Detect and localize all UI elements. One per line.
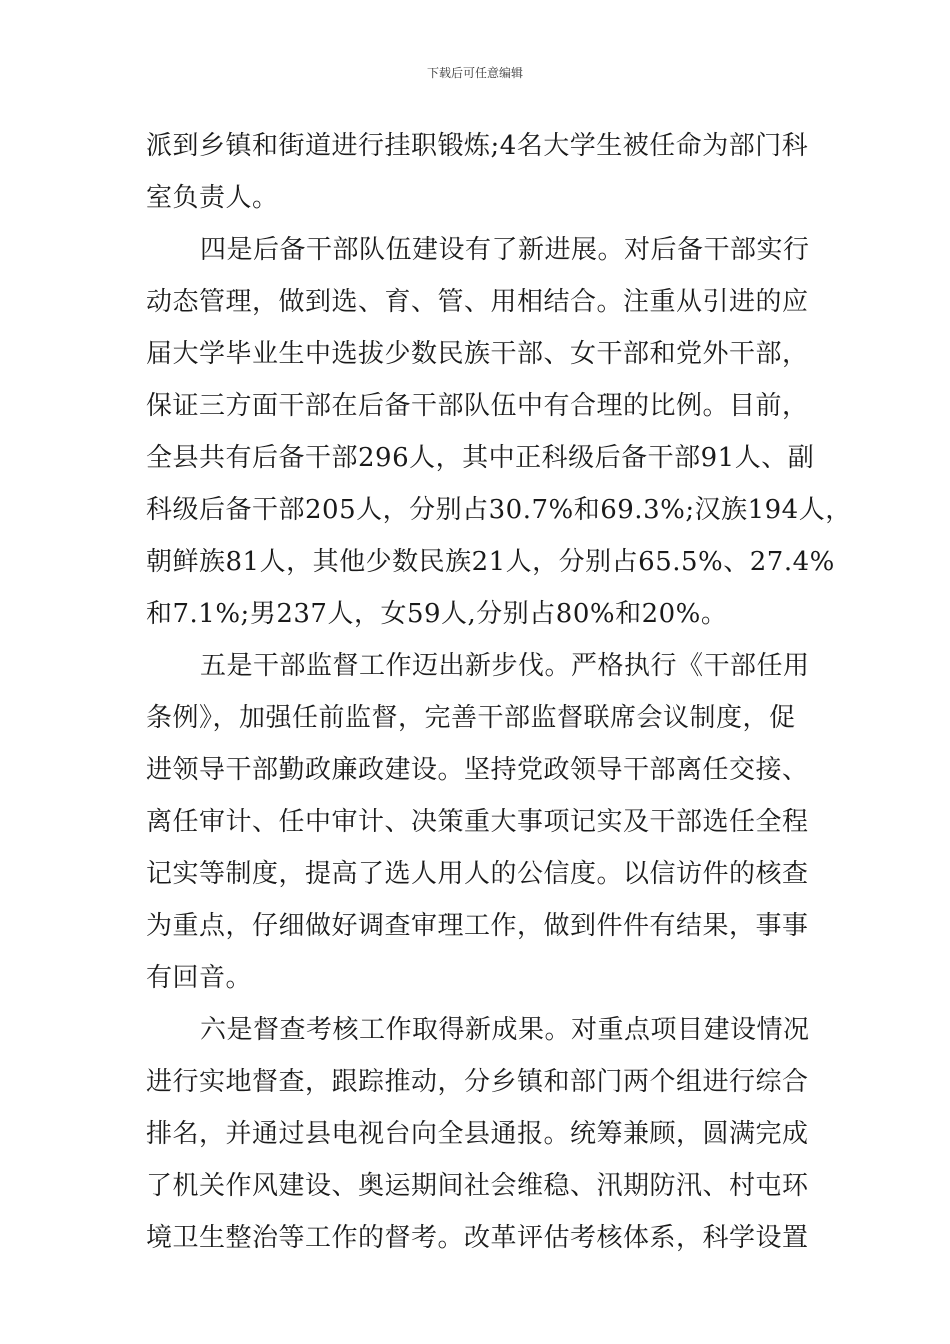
text-line: 动态管理，做到选、育、管、用相结合。注重从引进的应 bbox=[146, 287, 809, 317]
text-line: 离任审计、任中审计、决策重大事项记实及干部选任全程 bbox=[146, 807, 809, 837]
text-line: 进领导干部勤政廉政建设。坚持党政领导干部离任交接、 bbox=[146, 755, 809, 785]
text-line: 科级后备干部205人，分别占30.7%和69.3%;汉族194人， bbox=[146, 495, 852, 525]
text-line: 全县共有后备干部296人，其中正科级后备干部91人、副 bbox=[146, 443, 815, 473]
text-line: 记实等制度，提高了选人用人的公信度。以信访件的核查 bbox=[146, 859, 809, 889]
text-line: 室负责人。 bbox=[146, 183, 279, 213]
text-line: 五是干部监督工作迈出新步伐。严格执行《干部任用 bbox=[200, 651, 810, 681]
text-line: 和7.1%;男237人，女59人,分别占80%和20%。 bbox=[146, 599, 728, 629]
text-line: 有回音。 bbox=[146, 963, 253, 993]
text-line: 了机关作风建设、奥运期间社会维稳、汛期防汛、村屯环 bbox=[146, 1171, 809, 1201]
text-line: 保证三方面干部在后备干部队伍中有合理的比例。目前， bbox=[146, 391, 809, 421]
text-line: 条例》，加强任前监督，完善干部监督联席会议制度，促 bbox=[146, 703, 796, 733]
text-line: 排名，并通过县电视台向全县通报。统筹兼顾，圆满完成 bbox=[146, 1119, 809, 1149]
page-header: 下载后可任意编辑 bbox=[426, 66, 523, 80]
text-line: 境卫生整治等工作的督考。改革评估考核体系，科学设置 bbox=[146, 1223, 809, 1253]
text-line: 四是后备干部队伍建设有了新进展。对后备干部实行 bbox=[200, 235, 810, 265]
document-body bbox=[146, 120, 852, 1264]
text-line: 届大学毕业生中选拔少数民族干部、女干部和党外干部， bbox=[146, 339, 809, 369]
text-line: 派到乡镇和街道进行挂职锻炼;4名大学生被任命为部门科 bbox=[146, 131, 809, 161]
text-line: 六是督查考核工作取得新成果。对重点项目建设情况 bbox=[200, 1015, 810, 1045]
text-line: 进行实地督查，跟踪推动，分乡镇和部门两个组进行综合 bbox=[146, 1067, 809, 1097]
text-line: 朝鲜族81人，其他少数民族21人，分别占65.5%、27.4% bbox=[146, 547, 835, 577]
text-line: 为重点，仔细做好调查审理工作，做到件件有结果，事事 bbox=[146, 911, 809, 941]
